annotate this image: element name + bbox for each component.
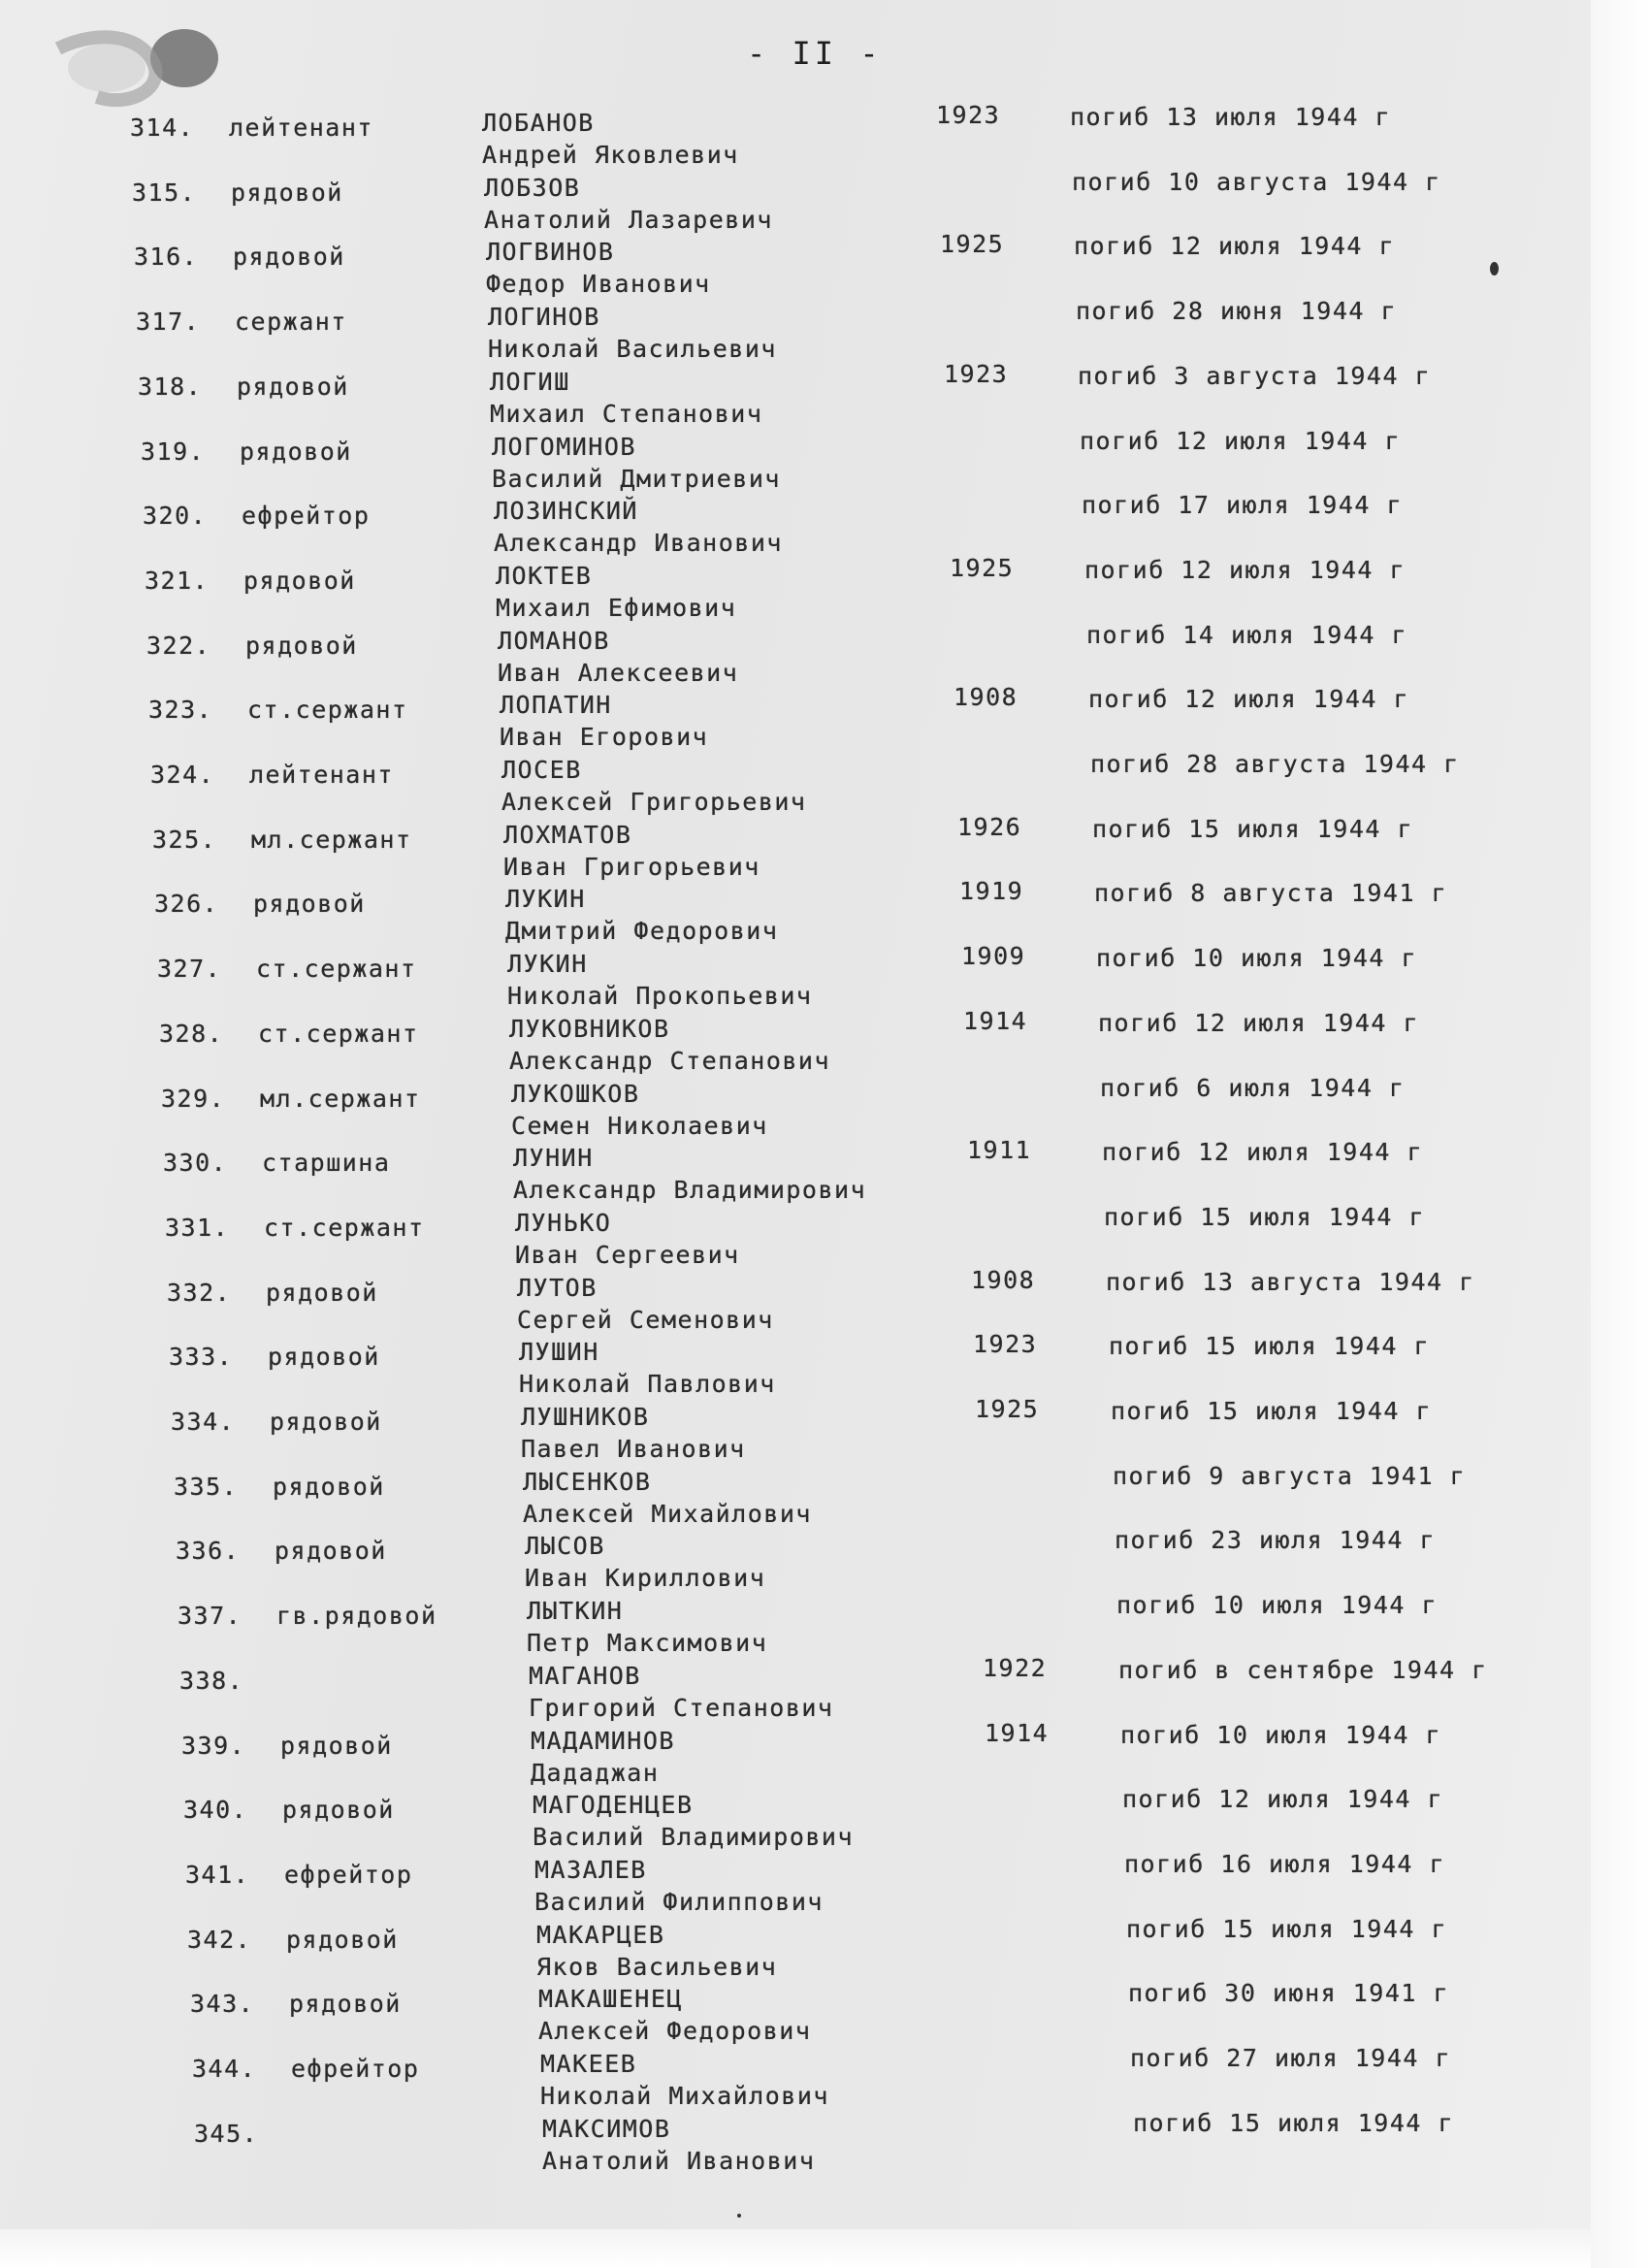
- birth-year: 1911: [967, 1136, 1032, 1165]
- military-rank: рядовой: [266, 1278, 378, 1307]
- death-date: погиб 12 июля 1944 г: [1074, 232, 1396, 261]
- entry-number: 340.: [183, 1796, 248, 1825]
- death-date: погиб 14 июля 1944 г: [1086, 620, 1408, 649]
- given-names: Василий Владимирович: [533, 1823, 855, 1852]
- given-names: Григорий Степанович: [529, 1693, 834, 1722]
- given-names: Иван Егорович: [500, 723, 709, 752]
- given-names: Алексей Михайлович: [523, 1499, 812, 1528]
- military-rank: мл.сержант: [260, 1084, 421, 1113]
- given-names: Михаил Степанович: [490, 399, 763, 428]
- surname: МАГАНОВ: [529, 1661, 641, 1690]
- military-rank: ст.сержант: [247, 696, 408, 725]
- entry-number: 317.: [136, 308, 201, 337]
- given-names: Николай Павлович: [519, 1370, 776, 1399]
- birth-year: 1923: [944, 359, 1009, 388]
- given-names: Павел Иванович: [521, 1435, 746, 1463]
- given-names: Иван Алексеевич: [498, 658, 739, 687]
- birth-year: 1925: [940, 230, 1005, 259]
- given-names: Александр Степанович: [509, 1046, 831, 1075]
- military-rank: ст.сержант: [264, 1213, 425, 1242]
- death-date: погиб 12 июля 1944 г: [1088, 685, 1410, 714]
- military-rank: рядовой: [243, 566, 356, 595]
- surname: ЛОКТЕВ: [496, 561, 593, 590]
- military-rank: ефрейтор: [291, 2055, 420, 2083]
- military-rank: рядовой: [275, 1537, 387, 1566]
- death-date: погиб 15 июля 1944 г: [1133, 2108, 1455, 2137]
- military-rank: рядовой: [268, 1343, 380, 1372]
- surname: ЛОГИШ: [490, 367, 570, 396]
- surname: ЛУНИН: [513, 1144, 594, 1173]
- death-date: погиб 12 июля 1944 г: [1102, 1138, 1424, 1167]
- entry-number: 329.: [161, 1084, 226, 1113]
- surname: ЛОГОМИНОВ: [492, 432, 636, 461]
- entry-number: 319.: [141, 437, 206, 466]
- given-names: Дмитрий Федорович: [505, 917, 779, 946]
- given-names: Василий Дмитриевич: [492, 464, 781, 493]
- birth-year: 1925: [950, 553, 1015, 582]
- surname: ЛЫСЕНКОВ: [523, 1467, 652, 1496]
- given-names: Петр Максимович: [527, 1629, 768, 1658]
- entry-number: 339.: [181, 1731, 246, 1760]
- surname: МАКАШЕНЕЦ: [538, 1985, 683, 2014]
- surname: МАЗАЛЕВ: [534, 1855, 647, 1884]
- entry-number: 330.: [163, 1149, 228, 1178]
- surname: ЛОХМАТОВ: [503, 820, 632, 849]
- scan-speck: [1490, 262, 1499, 275]
- death-date: погиб 15 июля 1944 г: [1104, 1202, 1426, 1231]
- given-names: Алексей Федорович: [538, 2017, 812, 2046]
- military-rank: сержант: [235, 308, 347, 337]
- death-date: погиб 12 июля 1944 г: [1084, 555, 1406, 584]
- entry-number: 336.: [176, 1537, 241, 1566]
- given-names: Николай Михайлович: [540, 2082, 829, 2110]
- death-date: погиб 6 июля 1944 г: [1100, 1073, 1406, 1102]
- surname: ЛОМАНОВ: [498, 626, 610, 655]
- military-rank: рядовой: [253, 890, 366, 919]
- military-rank: ефрейтор: [284, 1860, 413, 1889]
- surname: ЛУТОВ: [517, 1273, 598, 1302]
- surname: ЛЫТКИН: [527, 1597, 624, 1626]
- given-names: Иван Кириллович: [525, 1564, 766, 1593]
- entry-number: 320.: [143, 502, 208, 531]
- given-names: Андрей Яковлевич: [482, 141, 739, 169]
- entry-number: 323.: [148, 696, 213, 725]
- entry-number: 345.: [194, 2119, 259, 2148]
- military-rank: рядовой: [233, 243, 345, 272]
- given-names: Сергей Семенович: [517, 1305, 774, 1334]
- entry-number: 337.: [178, 1602, 242, 1631]
- military-rank: гв.рядовой: [276, 1602, 437, 1631]
- surname: ЛУКОШКОВ: [511, 1079, 640, 1108]
- birth-year: 1926: [957, 812, 1022, 841]
- entry-number: 342.: [187, 1925, 252, 1954]
- entry-number: 344.: [192, 2055, 257, 2083]
- scan-speck: [737, 2214, 741, 2218]
- surname: ЛОСЕВ: [501, 756, 582, 784]
- entry-number: 321.: [145, 566, 210, 595]
- military-rank: рядовой: [231, 178, 343, 207]
- death-date: погиб 10 июля 1944 г: [1116, 1591, 1439, 1620]
- entry-number: 338.: [179, 1666, 244, 1695]
- death-date: погиб 30 июня 1941 г: [1128, 1979, 1450, 2008]
- surname: ЛУШНИКОВ: [521, 1403, 650, 1431]
- entry-number: 316.: [134, 243, 199, 272]
- surname: ЛОБАНОВ: [482, 109, 595, 137]
- death-date: погиб в сентябре 1944 г: [1118, 1655, 1488, 1684]
- surname: МАДАМИНОВ: [531, 1726, 675, 1755]
- death-date: погиб 12 июля 1944 г: [1098, 1008, 1420, 1037]
- given-names: Алексей Григорьевич: [501, 788, 807, 816]
- birth-year: 1923: [936, 101, 1001, 129]
- given-names: Василий Филиппович: [534, 1887, 824, 1916]
- death-date: погиб 10 июля 1944 г: [1096, 944, 1418, 973]
- surname: ЛУШИН: [519, 1338, 599, 1367]
- entry-number: 331.: [165, 1213, 230, 1242]
- page-number: - II -: [747, 35, 883, 72]
- surname: МАГОДЕНЦЕВ: [533, 1791, 694, 1820]
- surname: МАКСИМОВ: [542, 2114, 671, 2143]
- death-date: погиб 13 августа 1944 г: [1106, 1267, 1475, 1296]
- entry-number: 318.: [138, 372, 203, 401]
- given-names: Яков Васильевич: [536, 1952, 778, 1981]
- page-bottom-margin: [0, 2229, 1649, 2268]
- death-date: погиб 13 июля 1944 г: [1070, 103, 1392, 131]
- military-rank: рядовой: [273, 1472, 385, 1501]
- surname: МАКЕЕВ: [540, 2050, 637, 2078]
- entry-number: 325.: [152, 825, 217, 854]
- surname: ЛОЗИНСКИЙ: [494, 497, 638, 526]
- given-names: Николай Васильевич: [488, 335, 777, 364]
- entry-number: 333.: [169, 1343, 234, 1372]
- ink-smudge-mark: [39, 10, 233, 116]
- military-rank: мл.сержант: [251, 825, 412, 854]
- death-date: погиб 9 августа 1941 г: [1113, 1461, 1467, 1490]
- military-rank: рядовой: [282, 1796, 395, 1825]
- given-names: Федор Иванович: [486, 270, 711, 299]
- given-names: Анатолий Иванович: [542, 2146, 816, 2175]
- military-rank: рядовой: [245, 631, 358, 660]
- entry-number: 332.: [167, 1278, 232, 1307]
- surname: ЛУНЬКО: [515, 1208, 612, 1237]
- military-rank: рядовой: [270, 1408, 382, 1436]
- surname: ЛЫСОВ: [525, 1532, 605, 1561]
- death-date: погиб 10 августа 1944 г: [1072, 167, 1441, 196]
- death-date: погиб 23 июля 1944 г: [1115, 1526, 1437, 1555]
- given-names: Александр Владимирович: [513, 1176, 867, 1205]
- given-names: Анатолий Лазаревич: [484, 205, 773, 234]
- birth-year: 1909: [961, 942, 1026, 971]
- military-rank: рядовой: [289, 1990, 402, 2019]
- death-date: погиб 12 июля 1944 г: [1122, 1785, 1444, 1814]
- birth-year: 1925: [975, 1395, 1040, 1423]
- military-rank: рядовой: [237, 372, 349, 401]
- surname: ЛОГВИНОВ: [486, 238, 615, 267]
- death-date: погиб 15 июля 1944 г: [1126, 1914, 1448, 1943]
- military-rank: рядовой: [280, 1731, 393, 1760]
- surname: ЛОГИНОВ: [488, 303, 600, 332]
- birth-year: 1919: [959, 877, 1024, 906]
- birth-year: 1908: [954, 683, 1018, 712]
- military-rank: ст.сержант: [256, 955, 417, 984]
- given-names: Михаил Ефимович: [496, 593, 737, 622]
- death-date: погиб 28 августа 1944 г: [1090, 750, 1460, 778]
- military-rank: рядовой: [240, 437, 352, 466]
- list-entry: [0, 2108, 1649, 2241]
- given-names: Иван Григорьевич: [503, 852, 760, 881]
- entry-number: 341.: [185, 1860, 250, 1889]
- entry-number: 322.: [146, 631, 211, 660]
- military-rank: лейтенант: [249, 761, 394, 789]
- death-date: погиб 28 июня 1944 г: [1076, 297, 1398, 326]
- entry-number: 326.: [154, 890, 219, 919]
- birth-year: 1914: [985, 1718, 1050, 1747]
- military-rank: ст.сержант: [258, 1019, 419, 1048]
- death-date: погиб 16 июля 1944 г: [1124, 1849, 1446, 1878]
- entry-number: 334.: [171, 1408, 236, 1436]
- death-date: погиб 15 июля 1944 г: [1109, 1332, 1431, 1361]
- surname: ЛОБЗОВ: [484, 173, 581, 202]
- military-rank: ефрейтор: [242, 502, 371, 531]
- military-rank: лейтенант: [229, 113, 373, 142]
- given-names: Семен Николаевич: [511, 1111, 768, 1140]
- death-date: погиб 15 июля 1944 г: [1111, 1397, 1433, 1425]
- given-names: Дададжан: [531, 1758, 660, 1787]
- given-names: Иван Сергеевич: [515, 1240, 740, 1269]
- birth-year: 1923: [973, 1330, 1038, 1359]
- death-date: погиб 17 июля 1944 г: [1082, 491, 1404, 520]
- death-date: погиб 27 июля 1944 г: [1130, 2044, 1452, 2072]
- entry-number: 327.: [157, 955, 222, 984]
- surname: ЛУКОВНИКОВ: [509, 1014, 670, 1043]
- entry-number: 335.: [174, 1472, 239, 1501]
- death-date: погиб 15 июля 1944 г: [1092, 814, 1414, 843]
- death-date: погиб 12 июля 1944 г: [1080, 426, 1402, 455]
- entry-number: 328.: [159, 1019, 224, 1048]
- death-date: погиб 3 августа 1944 г: [1078, 361, 1432, 390]
- entry-number: 315.: [132, 178, 197, 207]
- given-names: Александр Иванович: [494, 529, 783, 558]
- surname: ЛУКИН: [505, 885, 586, 914]
- birth-year: 1914: [963, 1006, 1028, 1035]
- death-date: погиб 10 июля 1944 г: [1120, 1720, 1442, 1749]
- surname: МАКАРЦЕВ: [536, 1920, 665, 1949]
- entry-number: 314.: [130, 113, 195, 142]
- entry-number: 343.: [190, 1990, 255, 2019]
- surname: ЛОПАТИН: [500, 691, 612, 720]
- birth-year: 1908: [971, 1265, 1036, 1294]
- surname: ЛУКИН: [507, 950, 588, 979]
- death-date: погиб 8 августа 1941 г: [1094, 879, 1448, 908]
- given-names: Николай Прокопьевич: [507, 982, 813, 1011]
- military-rank: рядовой: [286, 1925, 399, 1954]
- entry-number: 324.: [150, 761, 215, 789]
- birth-year: 1922: [983, 1653, 1048, 1682]
- military-rank: старшина: [262, 1149, 391, 1178]
